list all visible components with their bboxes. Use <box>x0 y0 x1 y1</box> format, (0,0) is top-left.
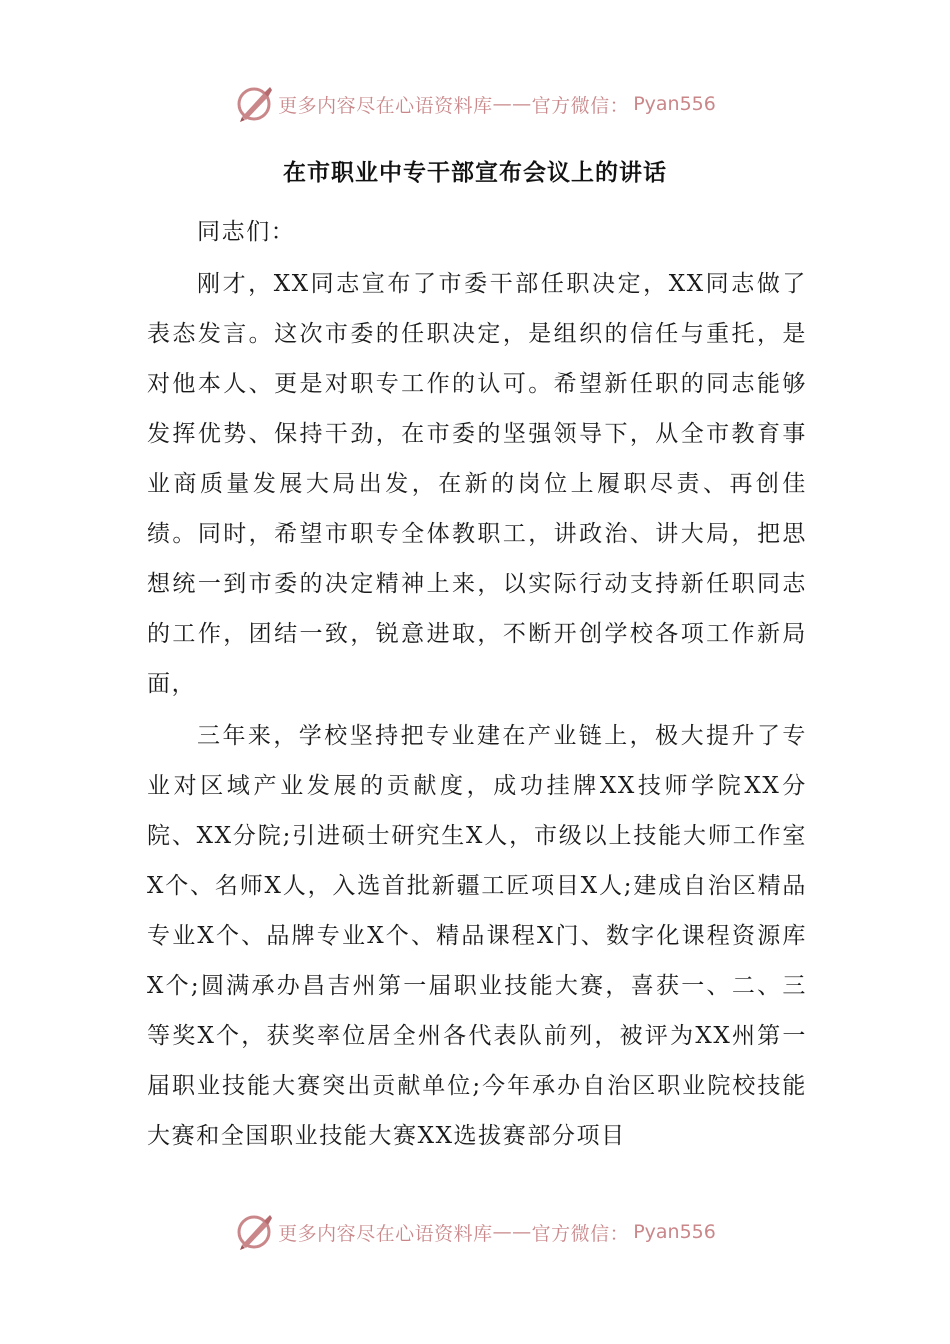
watermark-code: Pyan556 <box>633 1221 716 1243</box>
watermark-dash: —— <box>492 93 532 115</box>
paragraph-1: 刚才，XX同志宣布了市委干部任职决定，XX同志做了表态发言。这次市委的任职决定，是组织的信任与重托，是对他本人、更是对职专工作的认可。希望新任职的同志能够发挥优势、保持干劲，在市委的坚强领导下，从全市教育事业商质量发展大局出发，在新的岗位上履职尽责、再创佳绩。同时，希望市职专全体教职工，讲政治、讲大局，把思想统一到市委的决定精神上来，以实际行动支持新任职同志的工作，团结一致，锐意进取，不断开创学校各项工作新局面， <box>147 271 807 697</box>
pen-logo-icon <box>234 1212 274 1252</box>
watermark-text: 更多内容尽在心语资料库 <box>278 94 493 117</box>
watermark-code: Pyan556 <box>633 93 716 115</box>
salutation: 同志们： <box>197 219 296 245</box>
watermark-footer <box>0 1210 950 1254</box>
pen-logo-icon <box>234 84 274 124</box>
paragraph-2: 三年来，学校坚持把专业建在产业链上，极大提升了专业对区域产业发展的贡献度，成功挂牌XX技师学院XX分院、XX分院;引进硕士研究生X人，市级以上技能大师工作室X个、名师X人，入选首批新疆工匠项目X人;建成自治区精品专业X个、品牌专业X个、精品课程X门、数字化课程资源库X个;圆满承办昌吉州第一届职业技能大赛，喜获一、二、三等奖X个，获奖率位居全州各代表队前列，被评为XX州第一届职业技能大赛突出贡献单位;今年承办自治区职业院校技能大赛和全国职业技能大赛XX选拔赛部分项目 <box>147 723 807 1149</box>
watermark-dash: —— <box>492 1221 532 1243</box>
watermark-label: 官方微信： <box>531 1222 630 1245</box>
document-title: 在市职业中专干部宣布会议上的讲话 <box>283 160 667 186</box>
watermark-label: 官方微信： <box>531 94 630 117</box>
document-body <box>147 207 807 1161</box>
watermark-text: 更多内容尽在心语资料库 <box>278 1222 493 1245</box>
watermark-header <box>0 82 950 126</box>
